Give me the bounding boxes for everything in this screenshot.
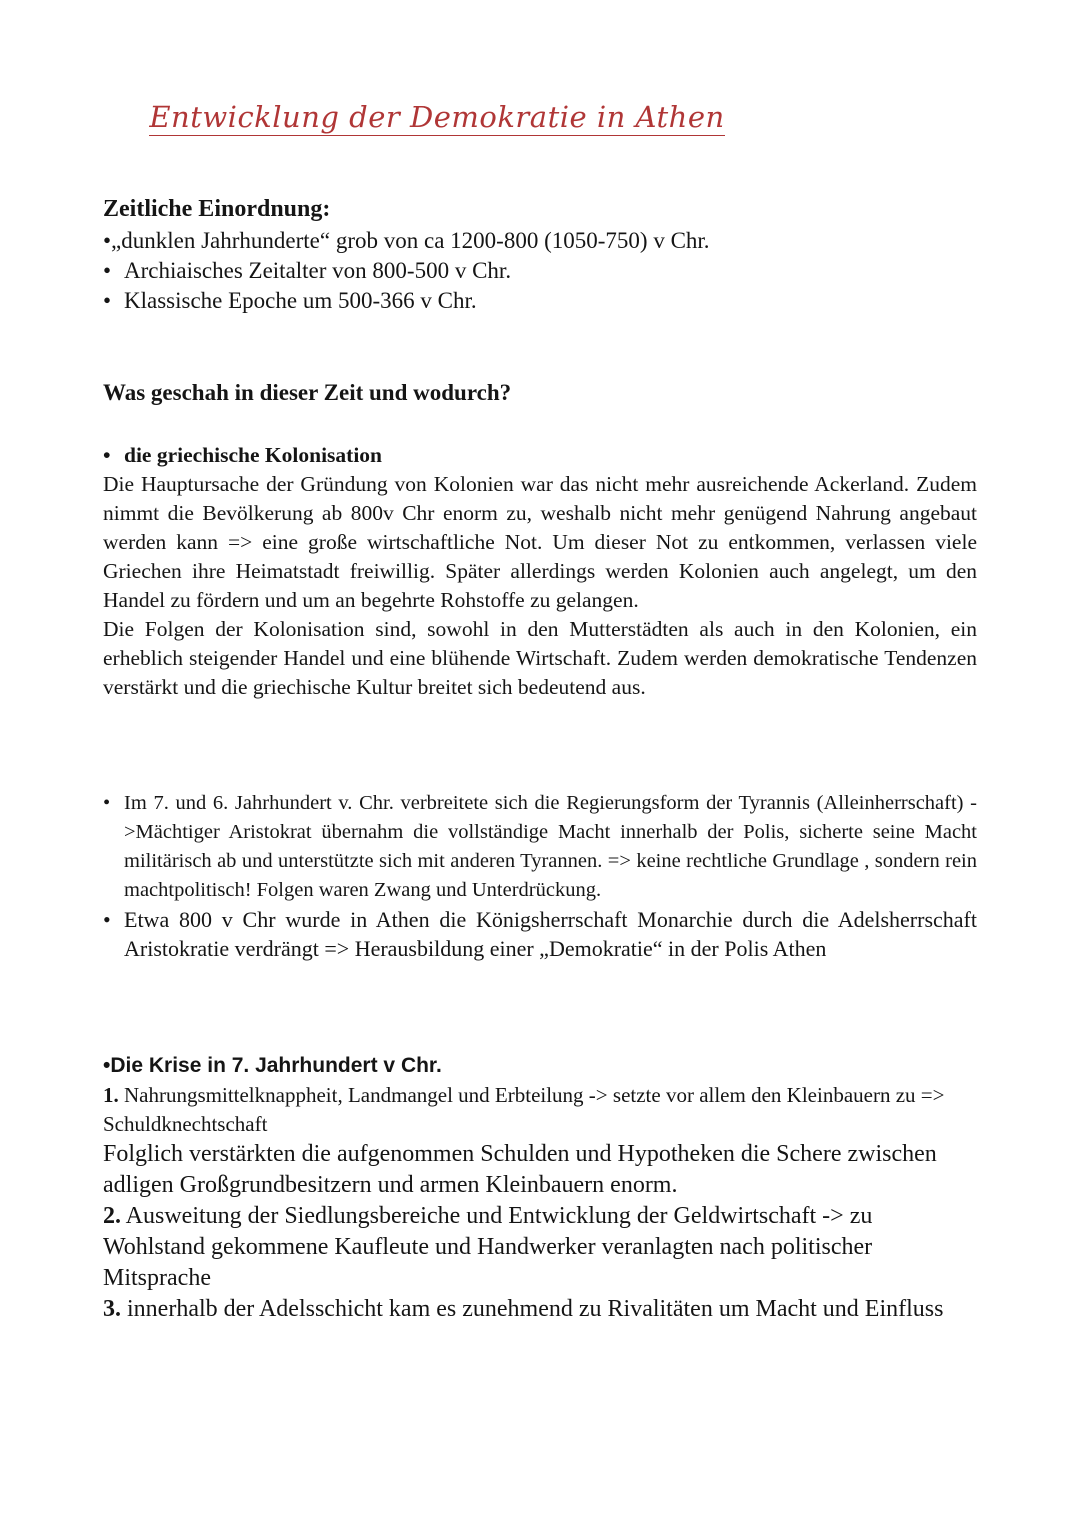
paragraph: Die Folgen der Kolonisation sind, sowohl in den Mutterstädten als auch in den Kolonien, ein erheblich steigender Handel und eine blühende Wirtschaft. Zudem werden demokratische Tendenzen verstärkt und die griechische Kultur breitet sich bedeutend aus. [103,617,977,699]
bullet-item: • Im 7. und 6. Jahrhundert v. Chr. verbreitete sich die Regierungsform der Tyrannis (Alleinherrschaft) ->Mächtiger Aristokrat übernahm die vollständige Macht innerhalb der Polis, sicherte seine Macht militärisch ab und unterstützte sich mit anderen Tyrannen. => keine rechtliche Grundlage , sondern rein machtpolitisch! Folgen waren Zwang und Unterdrückung. [103,789,977,905]
section-heading: Was geschah in dieser Zeit und wodurch? [103,380,512,405]
timeline-list [103,256,977,316]
section-crisis [103,1051,977,1325]
timeline-item: • Archiaisches Zeitalter von 800-500 v Chr. [103,256,977,286]
timeline-item: •„dunklen Jahrhunderte“ grob von ca 1200-800 (1050-750) v Chr. [103,228,710,253]
subheading-list [103,441,977,470]
section-events [103,380,977,406]
crisis-point-1 [103,1081,977,1139]
paragraph: Folglich verstärkten die aufgenommen Schulden und Hypotheken die Schere zwischen adligen Großgrundbesitzern und armen Kleinbauern enorm. [103,1141,937,1198]
point-number: 2. [103,1203,121,1229]
tyranny-block [103,789,977,963]
point-number: 3. [103,1296,121,1322]
page-title [0,100,977,134]
point-text: Ausweitung der Siedlungsbereiche und Entwicklung der Geldwirtschaft -> zu Wohlstand gekommene Kaufleute und Handwerker veranlagten nach politischer Mitsprache [103,1203,873,1291]
point-number: 1. [103,1083,119,1107]
point-text: innerhalb der Adelsschicht kam es zunehmend zu Rivalitäten um Macht und Einfluss [121,1296,944,1322]
point-text: Nahrungsmittelknappheit, Landmangel und Erbteilung -> setzte vor allem den Kleinbauern zu => Schuldknechtschaft [103,1083,945,1136]
timeline-item: • Klassische Epoche um 500-366 v Chr. [103,286,977,316]
section-timeline [103,194,977,316]
section-heading: Zeitliche Einordnung: [103,196,331,222]
bullet-list [103,789,977,963]
section-heading: •Die Krise in 7. Jahrhundert v Chr. [103,1054,442,1077]
crisis-point-2 [103,1201,977,1294]
title-text: Entwicklung der Demokratie in Athen [149,100,725,134]
subheading: • die griechische Kolonisation [103,441,977,470]
crisis-point-3 [103,1294,977,1325]
bullet-item: • Etwa 800 v Chr wurde in Athen die Königsherrschaft Monarchie durch die Adelsherrschaft Aristokratie verdrängt => Herausbildung einer „Demokratie“ in der Polis Athen [103,905,977,963]
colonisation-block [103,441,977,702]
paragraph: Die Hauptursache der Gründung von Kolonien war das nicht mehr ausreichende Ackerland. Zudem nimmt die Bevölkerung ab 800v Chr enorm zu, weshalb nicht mehr genügend Nahrung angebaut werden kann => eine große wirtschaftliche Not. Um dieser Not zu entkommen, verlassen viele Griechen ihre Heimatstadt freiwillig. Später allerdings werden Kolonien auch angelegt, um den Handel zu fördern und um an begehrte Rohstoffe zu gelangen. [103,472,977,612]
